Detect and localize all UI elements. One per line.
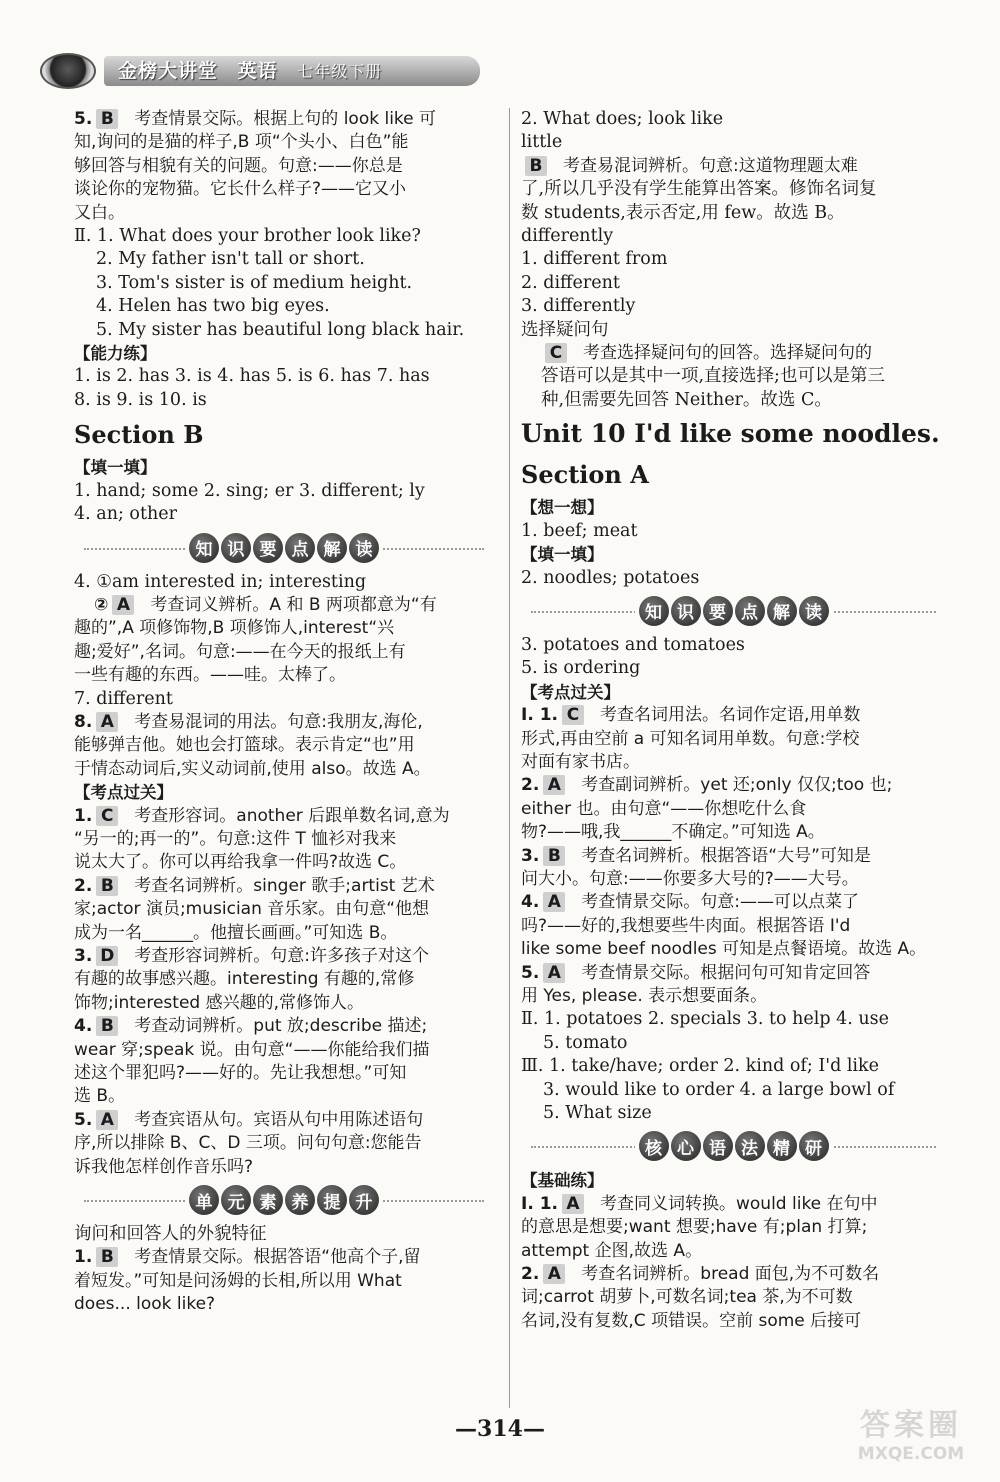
text-line: 5. is ordering	[521, 658, 641, 679]
answer-line	[521, 1263, 946, 1286]
answer-choice: A	[543, 963, 565, 983]
watermark-text: 答案圈	[860, 1408, 962, 1443]
exercise-tag: 【基础练】	[521, 1171, 604, 1191]
text-line: 着短发。”可知是问汤姆的长相,所以用 What	[74, 1270, 402, 1291]
text-line: attempt 企图,故选 A。	[521, 1240, 703, 1261]
answer-choice: A	[543, 1264, 565, 1284]
explanation-text: 考查名词用法。名词作定语,用单数	[600, 705, 861, 726]
explanation-text: 考查词义辨析。A 和 B 两项都意为“有	[150, 594, 437, 615]
text-line: 物?——哦,我______不确定。”可知选 A。	[521, 822, 825, 843]
exercise-tag: 【能力练】	[74, 344, 157, 364]
text-line: 趣;爱好”,名词。句意:——在今天的报纸上有	[74, 641, 406, 662]
question-number: 8.	[74, 711, 93, 732]
text-line: 1. beef; meat	[521, 520, 638, 541]
answer-choice: B	[543, 846, 565, 866]
explanation-text: 考查名词辨析。根据答语“大号”可知是	[581, 845, 871, 866]
exercise-tag: 【填一填】	[74, 458, 157, 478]
text-line: 吗?——好的,我想要些牛肉面。根据答语 I'd	[521, 915, 851, 936]
answer-choice: B	[96, 109, 118, 129]
text-line: 的意思是想要;want 想要;have 有;plan 打算;	[521, 1217, 868, 1238]
text-line: 8. is 9. is 10. is	[74, 389, 207, 410]
text-line: 有趣的故事感兴趣。interesting 有趣的,常修	[74, 969, 415, 990]
banner-char: 知	[189, 533, 219, 563]
text-line: 说太大了。你可以再给我拿一件吗?故选 C。	[74, 852, 407, 873]
question-number: 5.	[74, 109, 93, 129]
banner-char: 单	[189, 1185, 219, 1215]
text-line: 1. different from	[521, 249, 668, 270]
answer-line	[74, 1246, 494, 1269]
banner-char: 素	[253, 1185, 283, 1215]
question-number: 5.	[521, 962, 540, 983]
text-line: Ⅱ. 1. potatoes 2. specials 3. to help 4. use	[521, 1009, 889, 1030]
header-banner	[104, 56, 480, 86]
text-line: wear 穿;speak 说。由句意“——你能给我们描	[74, 1039, 430, 1060]
banner-char: 研	[799, 1131, 829, 1161]
answer-line	[74, 875, 494, 898]
answer-choice: B	[96, 1247, 118, 1267]
question-number: 1.	[74, 1247, 93, 1268]
text-line: 能够弹吉他。她也会打篮球。表示肯定“也”用	[74, 735, 415, 756]
answer-line	[521, 1193, 946, 1216]
section-banner	[74, 1183, 494, 1217]
banner-char: 要	[253, 533, 283, 563]
question-number: 4.	[74, 1016, 93, 1037]
exercise-tag: 【考点过关】	[74, 783, 173, 803]
explanation-text: 考查情景交际。根据上句的 look like 可	[134, 109, 437, 129]
answer-choice: A	[543, 775, 565, 795]
question-number: ②	[94, 594, 109, 615]
question-number: 2.	[74, 875, 93, 896]
section-banner	[74, 531, 494, 565]
banner-pills	[185, 533, 383, 563]
banner-pills	[635, 596, 833, 626]
explanation-text: 考查名词辨析。bread 面包,为不可数名	[581, 1264, 880, 1285]
question-number: 3.	[74, 946, 93, 966]
text-line: 4. an; other	[74, 504, 177, 525]
text-line: Ⅱ. 1. What does your brother look like?	[74, 226, 421, 247]
answer-line	[521, 704, 946, 727]
banner-char: 法	[735, 1131, 765, 1161]
answer-choice: B	[96, 876, 118, 896]
text-line: 3. potatoes and tomatoes	[521, 634, 745, 655]
section-banner	[521, 1129, 946, 1163]
banner-pills	[185, 1185, 383, 1215]
banner-char: 识	[671, 596, 701, 626]
text-line: like some beef noodles 可知是点餐语境。故选 A。	[521, 939, 927, 960]
text-line: 种,但需要先回答 Neither。故选 C。	[541, 389, 832, 410]
watermark-url: MXQE.COM	[857, 1444, 965, 1464]
text-line: 诉我他怎样创作音乐吗?	[74, 1156, 254, 1177]
question-number: Ⅰ. 1.	[521, 1193, 558, 1214]
text-line: 对面有家书店。	[521, 751, 640, 772]
text-line: differently	[521, 226, 614, 247]
text-line: 4. Helen has two big eyes.	[96, 296, 330, 317]
answer-line	[74, 1109, 494, 1132]
explanation-text: 考查宾语从句。宾语从句中用陈述语句	[134, 1109, 424, 1130]
text-line: 4. ①am interested in; interesting	[74, 571, 367, 592]
explanation-text: 考查形容词。another 后跟单数名词,意为	[134, 805, 450, 826]
question-number: 5.	[74, 1109, 93, 1130]
text-line: 用 Yes, please. 表示想要面条。	[521, 986, 768, 1006]
explanation-text: 考查副词辨析。yet 还;only 仅仅;too 也;	[581, 775, 893, 796]
page-header	[40, 50, 480, 92]
right-column	[521, 108, 946, 1333]
answer-line	[74, 1015, 494, 1038]
text-line: 3. Tom's sister is of medium height.	[96, 272, 413, 293]
explanation-text: 考查形容词辨析。句意:许多孩子对这个	[134, 946, 430, 966]
answer-choice: C	[96, 806, 118, 826]
text-line: 选 B。	[74, 1086, 126, 1107]
question-number: 2.	[521, 775, 540, 796]
text-line: 1. is 2. has 3. is 4. has 5. is 6. has 7. has	[74, 366, 430, 387]
banner-char: 识	[221, 533, 251, 563]
text-line: 5. tomato	[543, 1032, 628, 1053]
banner-char: 元	[221, 1185, 251, 1215]
banner-char: 升	[349, 1185, 379, 1215]
question-number: 1.	[74, 805, 93, 826]
text-line: 于情态动词后,实义动词前,使用 also。故选 A。	[74, 758, 431, 779]
text-line: 序,所以排除 B、C、D 三项。问句句意:您能告	[74, 1133, 422, 1154]
answer-choice: C	[545, 343, 567, 363]
explanation-text: 考查同义词转换。would like 在句中	[600, 1193, 878, 1214]
text-line: 家;actor 演员;musician 音乐家。由句意“他想	[74, 899, 430, 920]
watermark-logo	[836, 1408, 986, 1472]
answer-line	[74, 594, 494, 617]
banner-char: 知	[639, 596, 669, 626]
section-banner	[521, 594, 946, 628]
text-line: Ⅲ. 1. take/have; order 2. kind of; I'd like	[521, 1056, 879, 1077]
text-line: “另一的;再一的”。句意:这件 T 恤衫对我来	[74, 828, 397, 849]
banner-pills	[635, 1131, 833, 1161]
text-line: 2. What does; look like	[521, 109, 724, 129]
banner-char: 读	[799, 596, 829, 626]
text-line: 2. noodles; potatoes	[521, 567, 700, 588]
answer-choice: C	[562, 705, 584, 725]
answer-line	[521, 845, 946, 868]
unit-heading: Unit 10 I'd like some noodles.	[521, 419, 940, 449]
column-divider	[509, 108, 510, 1408]
banner-char: 点	[285, 533, 315, 563]
answer-choice: B	[96, 1016, 118, 1036]
banner-char: 语	[703, 1131, 733, 1161]
answer-line	[521, 774, 946, 797]
explanation-text: 考查易混词辨析。句意:这道物理题太难	[563, 155, 858, 176]
text-line: 饰物;interested 感兴趣的,常修饰人。	[74, 992, 365, 1013]
explanation-text: 考查情景交际。句意:——可以点菜了	[581, 892, 860, 913]
book-logo-icon	[40, 53, 96, 89]
text-line: 3. would like to order 4. a large bowl of	[543, 1079, 895, 1100]
text-line: 2. different	[521, 272, 620, 293]
exercise-tag: 【考点过关】	[521, 682, 620, 702]
text-line: 又白。	[74, 202, 125, 223]
brand-name: 金榜大讲堂	[118, 60, 219, 82]
answer-line	[74, 945, 494, 968]
text-line: 答语可以是其中一项,直接选择;也可以是第三	[541, 366, 885, 387]
text-line: 数 students,表示否定,用 few。故选 B。	[521, 202, 845, 223]
text-line: does... look like?	[74, 1294, 216, 1315]
exercise-tag: 【想一想】	[521, 498, 604, 518]
subject-name: 英语	[237, 60, 278, 82]
page-number: —314—	[455, 1416, 545, 1442]
text-line: 7. different	[74, 688, 173, 709]
text-line: 1. hand; some 2. sing; er 3. different; ly	[74, 480, 425, 501]
explanation-text: 考查情景交际。根据答语“他高个子,留	[134, 1247, 421, 1268]
question-number: 2.	[521, 1264, 540, 1285]
banner-char: 要	[703, 596, 733, 626]
banner-char: 读	[349, 533, 379, 563]
text-line: 词;carrot 胡萝卜,可数名词;tea 茶,为不可数	[521, 1287, 853, 1308]
banner-char: 心	[671, 1131, 701, 1161]
answer-line	[521, 342, 946, 365]
explanation-text: 考查名词辨析。singer 歌手;artist 艺术	[134, 875, 435, 896]
banner-char: 养	[285, 1185, 315, 1215]
section-heading: Section A	[521, 460, 649, 490]
section-heading: Section B	[74, 420, 204, 450]
answer-choice: A	[112, 595, 134, 615]
answer-choice: A	[562, 1194, 584, 1214]
answer-line	[74, 805, 494, 828]
text-line: little	[521, 132, 563, 153]
banner-char: 提	[317, 1185, 347, 1215]
banner-char: 核	[639, 1131, 669, 1161]
text-line: 2. My father isn't tall or short.	[96, 249, 365, 270]
question-number: 4.	[521, 892, 540, 913]
exercise-tag: 【填一填】	[521, 545, 604, 565]
text-line: 趣的”,A 项修饰物,B 项修饰人,interest“兴	[74, 618, 395, 639]
text-line: 选择疑问句	[521, 319, 609, 340]
text-line: either 也。由句意“——你想吃什么食	[521, 798, 807, 819]
text-line: 询问和回答人的外貌特征	[74, 1224, 267, 1245]
text-line: 形式,再由空前 a 可知名词用单数。句意:学校	[521, 728, 860, 749]
answer-choice: A	[96, 1110, 118, 1130]
text-line: 了,所以几乎没有学生能算出答案。修饰名词复	[521, 179, 877, 200]
banner-char: 解	[317, 533, 347, 563]
explanation-text: 考查易混词的用法。句意:我朋友,海伦,	[134, 711, 423, 732]
explanation-text: 考查情景交际。根据问句可知肯定回答	[581, 962, 871, 983]
text-line: 5. My sister has beautiful long black hair.	[96, 319, 465, 340]
left-column	[74, 108, 494, 1317]
answer-line	[74, 108, 494, 131]
answer-choice: A	[543, 892, 565, 912]
text-line: 知,询问的是猫的样子,B 项“个头小、白色”能	[74, 132, 409, 153]
text-line: 述这个罪犯吗?——好的。先让我想想。”可知	[74, 1063, 407, 1084]
text-line: 谈论你的宠物猫。它长什么样子?——它又小	[74, 179, 407, 200]
question-number: 3.	[521, 845, 540, 866]
banner-char: 精	[767, 1131, 797, 1161]
answer-choice: D	[96, 946, 118, 966]
explanation-text: 考查动词辨析。put 放;describe 描述;	[134, 1016, 428, 1037]
text-line: 够回答与相貌有关的问题。句意:——你总是	[74, 155, 403, 176]
text-line: 成为一名______。他擅长画画。”可知选 B。	[74, 922, 398, 943]
text-line: 5. What size	[543, 1103, 652, 1124]
answer-line	[74, 711, 494, 734]
text-line: 问大小。句意:——你要多大号的?——大号。	[521, 868, 859, 889]
grade-name: 七年级下册	[297, 62, 383, 81]
answer-line	[521, 155, 946, 178]
explanation-text: 考查选择疑问句的回答。选择疑问句的	[583, 343, 872, 364]
question-number: Ⅰ. 1.	[521, 705, 558, 726]
text-line: 一些有趣的东西。——哇。太棒了。	[74, 665, 346, 686]
text-line: 名词,没有复数,C 项错误。空前 some 后接可	[521, 1310, 862, 1331]
banner-char: 点	[735, 596, 765, 626]
answer-choice: A	[96, 712, 118, 732]
banner-char: 解	[767, 596, 797, 626]
answer-choice: B	[525, 156, 547, 176]
text-line: 3. differently	[521, 296, 636, 317]
answer-line	[521, 962, 946, 985]
answer-line	[521, 891, 946, 914]
